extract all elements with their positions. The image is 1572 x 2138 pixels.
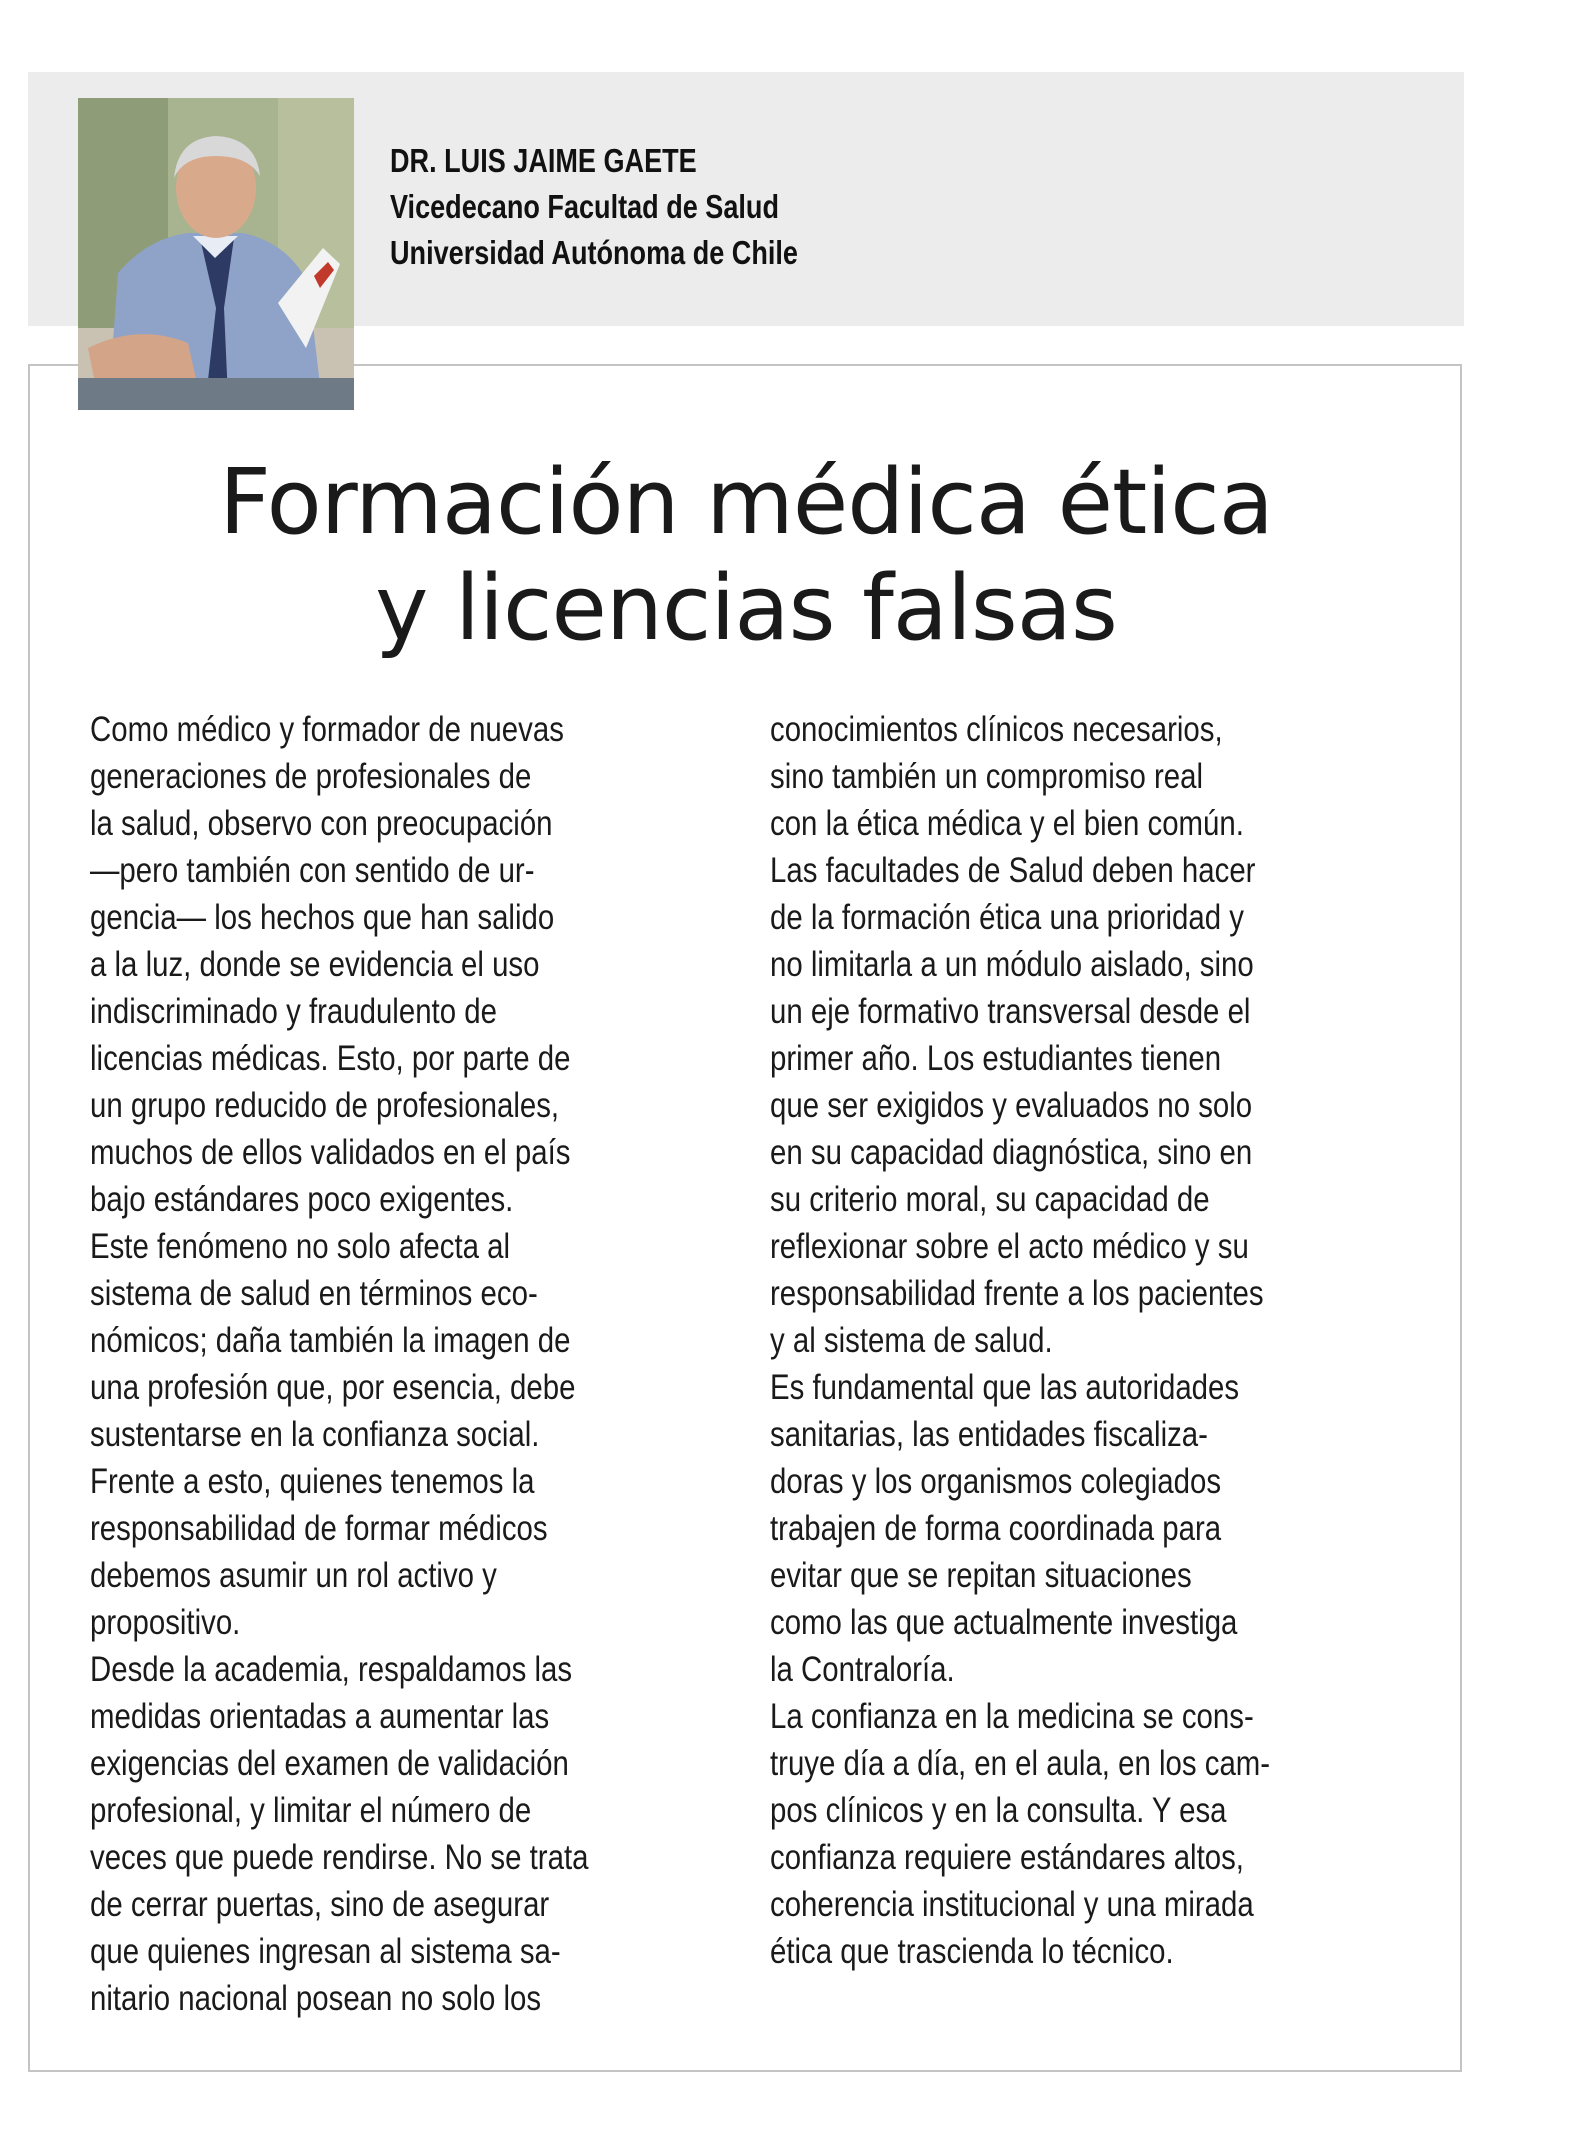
author-institution: Universidad Autónoma de Chile	[390, 234, 798, 271]
body-text-line: a la luz, donde se evidencia el uso	[90, 945, 540, 984]
body-text-line: que quienes ingresan al sistema sa-	[90, 1932, 561, 1971]
body-text-line: gencia— los hechos que han salido	[90, 898, 555, 937]
portrait-icon	[78, 98, 354, 410]
body-text-line: indiscriminado y fraudulento de	[90, 992, 497, 1031]
body-text-line: bajo estándares poco exigentes.	[90, 1180, 514, 1219]
body-text-line: primer año. Los estudiantes tienen	[770, 1039, 1222, 1078]
body-text-line: en su capacidad diagnóstica, sino en	[770, 1133, 1253, 1172]
body-text-line: ética que trascienda lo técnico.	[770, 1932, 1174, 1971]
body-text-line: con la ética médica y el bien común.	[770, 804, 1244, 843]
body-text-line: evitar que se repitan situaciones	[770, 1556, 1192, 1595]
body-text-line: como las que actualmente investiga	[770, 1603, 1238, 1642]
body-column-right	[770, 706, 1402, 1975]
body-text-line: Las facultades de Salud deben hacer	[770, 851, 1256, 890]
body-text-line: licencias médicas. Esto, por parte de	[90, 1039, 571, 1078]
body-text-line: un eje formativo transversal desde el	[770, 992, 1251, 1031]
author-role: Vicedecano Facultad de Salud	[390, 188, 779, 225]
body-text-line: exigencias del examen de validación	[90, 1744, 569, 1783]
body-text-line: nómicos; daña también la imagen de	[90, 1321, 571, 1360]
body-text-line: sistema de salud en términos eco-	[90, 1274, 538, 1313]
body-text-line: una profesión que, por esencia, debe	[90, 1368, 576, 1407]
title-line: Formación médica ética	[219, 450, 1273, 555]
body-text-line: nitario nacional posean no solo los	[90, 1979, 542, 2018]
body-text-line: un grupo reducido de profesionales,	[90, 1086, 560, 1125]
body-text-line: debemos asumir un rol activo y	[90, 1556, 497, 1595]
body-text-line: muchos de ellos validados en el país	[90, 1133, 571, 1172]
body-text-line: medidas orientadas a aumentar las	[90, 1697, 550, 1736]
body-text-line: la Contraloría.	[770, 1650, 955, 1689]
body-text-line: sustentarse en la confianza social.	[90, 1415, 540, 1454]
article-title	[28, 450, 1464, 662]
body-text-line: sanitarias, las entidades fiscaliza-	[770, 1415, 1208, 1454]
body-text-line: sino también un compromiso real	[770, 757, 1204, 796]
body-text-line: trabajen de forma coordinada para	[770, 1509, 1222, 1548]
body-text-line: confianza requiere estándares altos,	[770, 1838, 1244, 1877]
body-text-line: conocimientos clínicos necesarios,	[770, 710, 1223, 749]
body-text-line: no limitarla a un módulo aislado, sino	[770, 945, 1254, 984]
body-text-line: responsabilidad de formar médicos	[90, 1509, 548, 1548]
body-text-line: responsabilidad frente a los pacientes	[770, 1274, 1264, 1313]
body-text-line: reflexionar sobre el acto médico y su	[770, 1227, 1249, 1266]
body-text-line: truye día a día, en el aula, en los cam-	[770, 1744, 1271, 1783]
body-text-line: profesional, y limitar el número de	[90, 1791, 532, 1830]
body-text-line: Frente a esto, quienes tenemos la	[90, 1462, 535, 1501]
body-text-line: Es fundamental que las autoridades	[770, 1368, 1240, 1407]
body-text-line: Este fenómeno no solo afecta al	[90, 1227, 511, 1266]
body-text-line: propositivo.	[90, 1603, 241, 1642]
body-text-line: —pero también con sentido de ur-	[90, 851, 535, 890]
body-text-line: Desde la academia, respaldamos las	[90, 1650, 573, 1689]
body-text-line: pos clínicos y en la consulta. Y esa	[770, 1791, 1227, 1830]
body-text-line: la salud, observo con preocupación	[90, 804, 553, 843]
body-text-line: veces que puede rendirse. No se trata	[90, 1838, 589, 1877]
body-text-line: doras y los organismos colegiados	[770, 1462, 1222, 1501]
body-text-line: La confianza en la medicina se cons-	[770, 1697, 1254, 1736]
body-text-line: Como médico y formador de nuevas	[90, 710, 564, 749]
author-photo	[78, 98, 354, 410]
body-text-line: de la formación ética una prioridad y	[770, 898, 1244, 937]
author-name: DR. LUIS JAIME GAETE	[390, 142, 697, 179]
body-text-line: de cerrar puertas, sino de asegurar	[90, 1885, 550, 1924]
author-info	[390, 138, 888, 276]
body-text-line: coherencia institucional y una mirada	[770, 1885, 1254, 1924]
title-line: y licencias falsas	[375, 556, 1117, 661]
body-text-line: su criterio moral, su capacidad de	[770, 1180, 1210, 1219]
body-text-line: que ser exigidos y evaluados no solo	[770, 1086, 1253, 1125]
body-text-line: generaciones de profesionales de	[90, 757, 532, 796]
body-text-line: y al sistema de salud.	[770, 1321, 1053, 1360]
body-column-left	[90, 706, 722, 2022]
